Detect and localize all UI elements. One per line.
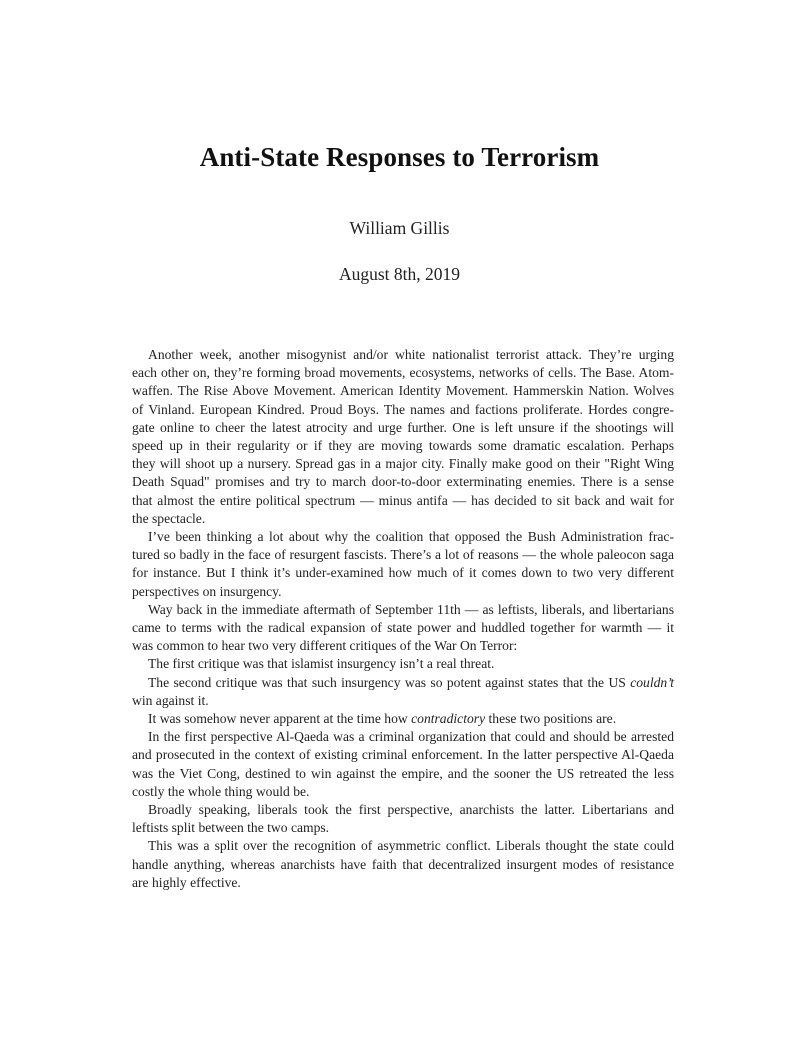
text-line: are highly effective. [132, 874, 241, 890]
text-line: was the Viet Cong, destined to win against the empire, and the sooner the US retreated the less [132, 765, 674, 781]
paragraph [132, 674, 674, 710]
text-line: each other on, they’re forming broad movements, ecosystems, networks of cells. The Base. Atom- [132, 365, 674, 381]
text-run: The second critique was that such insurgency was so potent against states that the US [148, 674, 631, 690]
document-date: August 8th, 2019 [338, 264, 461, 284]
paragraph [132, 655, 674, 673]
text-line: The first critique was that islamist insurgency isn’t a real threat. [148, 656, 495, 672]
text-line: tured so badly in the face of resurgent fascists. There’s a lot of reasons — the whole paleocon saga [132, 547, 674, 563]
text-line: waffen. The Rise Above Movement. American Identity Movement. Hammerskin Nation. Wolves [132, 383, 674, 399]
text-line: I’ve been thinking a lot about why the coalition that opposed the Bush Administration frac- [148, 529, 674, 545]
emphasis: couldn’t [630, 674, 674, 690]
text-line: gate online to cheer the latest atrocity and urge further. One is left unsure if the shootings will [132, 419, 674, 435]
text-line: costly the whole thing would be. [132, 783, 310, 799]
text-line: leftists split between the two camps. [132, 820, 330, 836]
text-run: win against it. [132, 692, 209, 708]
document-author: William Gillis [349, 218, 450, 238]
paragraph [132, 728, 674, 801]
emphasis: contradictory [411, 711, 486, 727]
text-line: Another week, another misogynist and/or white nationalist terrorist attack. They’re urging [148, 347, 674, 362]
text-line: perspectives on insurgency. [132, 583, 282, 599]
text-line: came to terms with the radical expansion of state power and huddled together for warmth — it [132, 620, 674, 636]
text-run: these two positions are. [485, 711, 617, 727]
text-line: In the first perspective Al-Qaeda was a criminal organization that could and should be arrested [148, 729, 674, 745]
text-line [132, 674, 674, 692]
text-line: that almost the entire political spectrum — minus antifa — has decided to sit back and wait for [132, 492, 674, 508]
text-line: This was a split over the recognition of asymmetric conflict. Liberals thought the state could [148, 838, 674, 854]
text-line: for instance. But I think it’s under-examined how much of it comes down to two very different [132, 565, 674, 581]
text-line [132, 692, 674, 710]
text-line: they will shoot up a nursery. Spread gas in a major city. Finally make good on their "Right Wing [132, 456, 674, 472]
text-line: the spectacle. [132, 510, 206, 526]
text-line: Death Squad" promises and try to march door-to-door exterminating enemies. There is a sense [132, 474, 674, 490]
text-line: Broadly speaking, liberals took the first perspective, anarchists the latter. Libertarians and [148, 802, 674, 818]
text-run: It was somehow never apparent at the time how [148, 711, 412, 727]
paragraph [132, 601, 674, 656]
document-title: Anti-State Responses to Terrorism [199, 142, 600, 172]
text-line [132, 710, 674, 728]
paragraph [132, 346, 674, 528]
paragraph [132, 528, 674, 601]
paragraph [132, 710, 674, 728]
text-line: was common to hear two very different critiques of the War On Terror: [132, 638, 518, 654]
text-line: and prosecuted in the context of existing criminal enforcement. In the latter perspective Al-Qaeda [132, 747, 674, 763]
text-line: handle anything, whereas anarchists have faith that decentralized insurgent modes of resistance [132, 856, 674, 872]
paragraph [132, 801, 674, 837]
text-line: of Vinland. European Kindred. Proud Boys. The names and factions proliferate. Hordes congre- [132, 401, 674, 417]
text-line: speed up in their regularity or if they are moving towards some dramatic escalation. Perhaps [132, 438, 674, 454]
paragraph [132, 837, 674, 892]
document-body [132, 346, 674, 892]
text-line: Way back in the immediate aftermath of September 11th — as leftists, liberals, and libertarians [148, 601, 674, 617]
